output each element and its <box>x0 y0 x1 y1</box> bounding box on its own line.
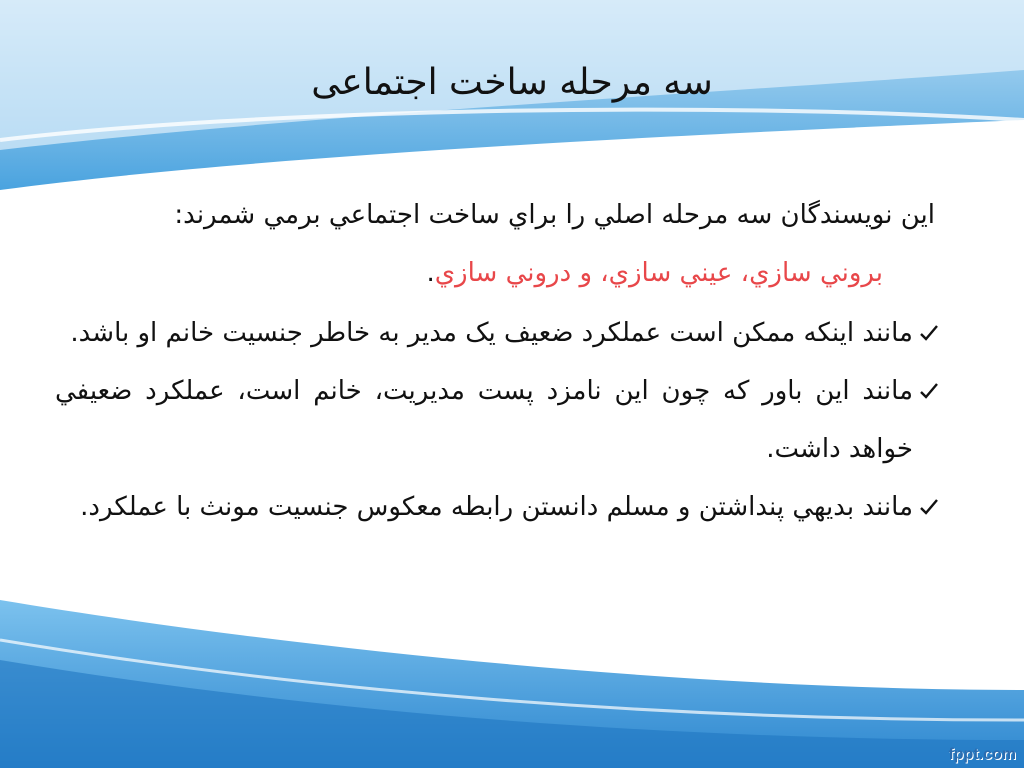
checkmark-icon <box>917 304 941 362</box>
watermark-logo: fppt.com <box>948 746 1016 763</box>
slide-title: سه مرحله ساخت اجتماعی <box>311 62 713 103</box>
bullet-text: مانند این باور که چون این نامزد پست مدیریت، خانم است، عملکرد ضعيفي خواهد داشت. <box>55 376 913 464</box>
intro-highlight-line <box>55 244 935 302</box>
intro-text: اين نويسندگان سه مرحله اصلي را براي ساخت اجتماعي برمي شمرند: <box>174 200 935 230</box>
bullet-item <box>55 304 935 362</box>
checkmark-icon <box>917 478 941 536</box>
slide-body <box>55 186 935 536</box>
intro-paragraph <box>55 186 935 302</box>
bullet-item <box>55 478 935 536</box>
checkmark-icon <box>917 362 941 420</box>
bullet-item <box>55 362 935 478</box>
intro-highlight: بروني سازي، عيني سازي، و دروني سازي <box>434 258 883 288</box>
bullet-text: مانند اینکه ممکن است عملکرد ضعیف یک مدیر به خاطر جنسیت خانم او باشد. <box>70 318 913 348</box>
intro-period: . <box>426 258 435 288</box>
bullet-text: مانند بديهي پنداشتن و مسلم دانستن رابطه معکوس جنسیت مونث با عملکرد. <box>80 492 913 522</box>
